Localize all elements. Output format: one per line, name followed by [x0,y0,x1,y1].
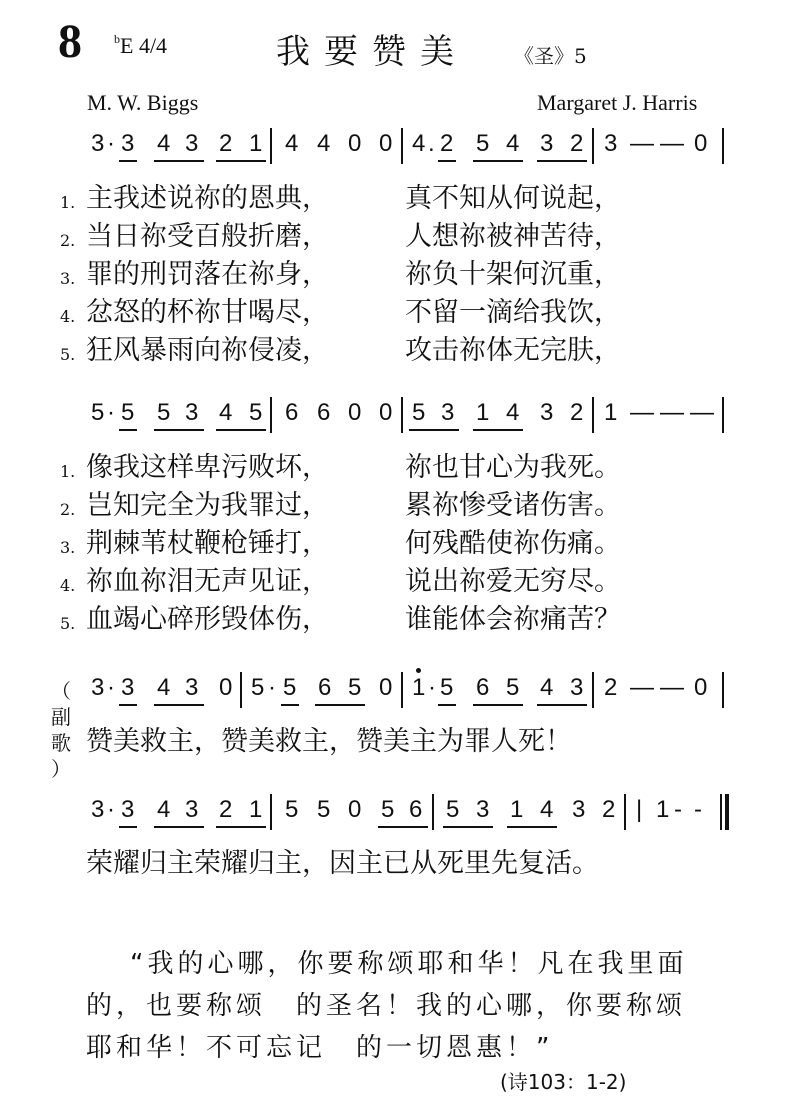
lyric-line: 谁能体会祢痛苦？ [405,604,621,635]
dash: — [660,399,684,426]
note: 3 [91,130,105,157]
scripture-line: 耶和华！不可忘记 的一切恩惠！” [86,1033,554,1063]
note: 5 [440,674,454,701]
note: 4 [219,399,233,426]
lyric-line: 祢也甘心为我死。 [405,452,621,483]
dash: — [630,674,654,701]
dot: · [107,796,115,823]
note: 4 [285,130,299,157]
underline [438,704,456,706]
chorus-label-char: 歌 [51,731,71,755]
dash: 1 [656,796,670,823]
note: 3 [604,130,618,157]
note: 1 [510,796,524,823]
scripture-citation: (诗103：1-2) [500,1070,627,1094]
underline [537,160,587,162]
notation-line-3 [0,670,812,710]
note: 4 [157,674,171,701]
verse-number: 4. [60,307,76,326]
verse-number: 3. [60,269,76,288]
note: 4 [412,130,426,157]
barline [592,128,594,164]
note: 4 [157,796,171,823]
note: 4 [157,130,171,157]
note: 5 [317,796,331,823]
lyric-line: 说出祢爱无穷尽。 [405,566,621,597]
lyric-line: 荆棘苇杖鞭枪锤打， [86,528,329,559]
barline [240,672,242,708]
underline [154,160,204,162]
note: 4 [506,130,520,157]
hymn-number: 8 [58,15,82,68]
note: 1 [249,130,263,157]
underline [315,704,365,706]
note: 4 [506,399,520,426]
barline [720,794,722,830]
note: - [694,796,702,823]
underline [378,826,428,828]
dot: · [268,674,276,701]
dot: · [107,399,115,426]
note: 6 [285,399,299,426]
lyric-line: 不留一滴给我饮， [405,297,621,328]
verse-number: 1. [60,193,76,212]
lyric-line: 罪的刑罚落在祢身， [86,259,329,290]
note: 3 [185,796,199,823]
note: 0 [379,674,393,701]
verse-number: 3. [60,538,76,557]
lyric-line: 忿怒的杯祢甘喝尽， [86,297,329,328]
note: | [636,796,643,823]
chorus-label-char: （ [51,679,71,703]
barline [401,397,403,433]
dot: · [428,674,436,701]
lyric-line: 当日祢受百般折磨， [86,221,329,252]
note: 5 [91,399,105,426]
note: 5 [506,674,520,701]
underline [119,704,137,706]
note: 3 [540,399,554,426]
lyric-line: 何残酷使祢伤痛。 [405,528,621,559]
note: 4 [317,130,331,157]
note: 3 [91,674,105,701]
lyric-line: 人想祢被神苦待， [405,221,621,252]
underline [281,704,299,706]
underline [154,826,204,828]
barline [432,794,434,830]
chorus-label-char: ） [51,757,71,781]
note: 3 [185,674,199,701]
note: 0 [694,674,708,701]
dot: · [107,130,115,157]
underline [507,826,557,828]
chorus-lyric-1: 赞美救主，赞美救主，赞美主为罪人死！ [86,726,572,757]
note: 3 [185,130,199,157]
note: 1 [249,796,263,823]
barline [592,397,594,433]
note: 4 [540,674,554,701]
verse-number: 2. [60,500,76,519]
note: 6 [318,674,332,701]
underline [438,160,456,162]
dash: — [630,399,654,426]
note: 0 [379,399,393,426]
note: 0 [348,130,362,157]
dash: - [674,796,682,823]
lyric-line: 血竭心碎形毁体伤， [86,604,329,635]
note: 3 [185,399,199,426]
barline [270,397,272,433]
lyric-line: 主我述说祢的恩典， [86,183,329,214]
barline [722,397,724,433]
note: 5 [381,796,395,823]
note: 0 [348,399,362,426]
note: 0 [379,130,393,157]
dash: — [660,674,684,701]
dot: · [107,674,115,701]
note: 6 [409,796,423,823]
note: 6 [476,674,490,701]
chorus-lyric-2: 荣耀归主荣耀归主，因主已从死里先复活。 [86,848,599,879]
verse-number: 1. [60,462,76,481]
hymn-title: 我要赞美 [276,32,468,72]
note: 2 [440,130,454,157]
chorus-label-char: 副 [51,705,71,729]
high-octave-dot [416,668,421,673]
note: 5 [285,796,299,823]
underline [119,429,137,431]
underline [537,704,587,706]
notation-line-2 [0,395,812,435]
underline [154,704,204,706]
note: 3 [121,674,135,701]
underline [473,160,523,162]
note: 3 [441,399,455,426]
note: 2 [602,796,616,823]
lyric-line: 祢血祢泪无声见证， [86,566,329,597]
note: 1 [604,399,618,426]
underline [443,826,493,828]
note: 3 [121,796,135,823]
note: 6 [317,399,331,426]
lyric-line: 累祢惨受诸伤害。 [405,490,621,521]
note: 5 [283,674,297,701]
note: 2 [570,399,584,426]
barline [722,128,724,164]
composer: M. W. Biggs [87,90,199,115]
note: 5 [476,130,490,157]
barline [401,128,403,164]
note: 2 [219,130,233,157]
underline [119,826,137,828]
note: 1 [476,399,490,426]
dash: — [660,130,684,157]
underline [154,429,204,431]
verse-number: 5. [60,345,76,364]
note: 3 [572,796,586,823]
key-text: E 4/4 [120,33,168,58]
barline [270,794,272,830]
underline [216,826,266,828]
note: 2 [219,796,233,823]
note: 5 [446,796,460,823]
note: 0 [219,674,233,701]
note: 5 [249,399,263,426]
note: 3 [476,796,490,823]
barline [592,672,594,708]
lyricist: Margaret J. Harris [537,90,698,115]
scripture-line: “我的心哪，你要称颂耶和华！凡在我里面 [130,949,688,979]
note: 5 [157,399,171,426]
verse-number: 2. [60,231,76,250]
barline [624,794,626,830]
note: 5 [412,399,426,426]
lyric-line: 真不知从何说起， [405,183,621,214]
underline [119,160,137,162]
dot: . [428,130,435,157]
note: 5 [121,399,135,426]
note: 3 [91,796,105,823]
underline [409,429,459,431]
note: 5 [251,674,265,701]
dash: — [690,399,714,426]
note: 1 [412,674,426,701]
key-signature [114,32,167,59]
note: 3 [540,130,554,157]
dash: — [630,130,654,157]
barline [722,672,724,708]
note: 0 [348,796,362,823]
lyric-line: 狂风暴雨向祢侵凌， [86,335,329,366]
note: 2 [570,130,584,157]
underline [216,160,266,162]
notation-line-4 [0,792,812,832]
note: 0 [694,130,708,157]
note: 4 [540,796,554,823]
lyric-line: 祢负十架何沉重， [405,259,621,290]
verse-number: 4. [60,576,76,595]
underline [473,429,523,431]
underline [473,704,523,706]
verse-number: 5. [60,614,76,633]
lyric-line: 岂知完全为我罪过， [86,490,329,521]
scripture-line: 的，也要称颂 的圣名！我的心哪，你要称颂 [86,991,687,1021]
lyric-line: 像我这样卑污败坏， [86,452,329,483]
underline [216,429,266,431]
note: 3 [121,130,135,157]
flat-sign: b [114,32,120,46]
note: 2 [604,674,618,701]
note: 5 [348,674,362,701]
lyric-line: 攻击祢体无完肤， [405,335,621,366]
barline [270,128,272,164]
final-barline [725,794,729,830]
note: 3 [570,674,584,701]
hymn-reference: 《圣》5 [514,44,587,68]
barline [401,672,403,708]
notation-line-1 [0,126,812,166]
